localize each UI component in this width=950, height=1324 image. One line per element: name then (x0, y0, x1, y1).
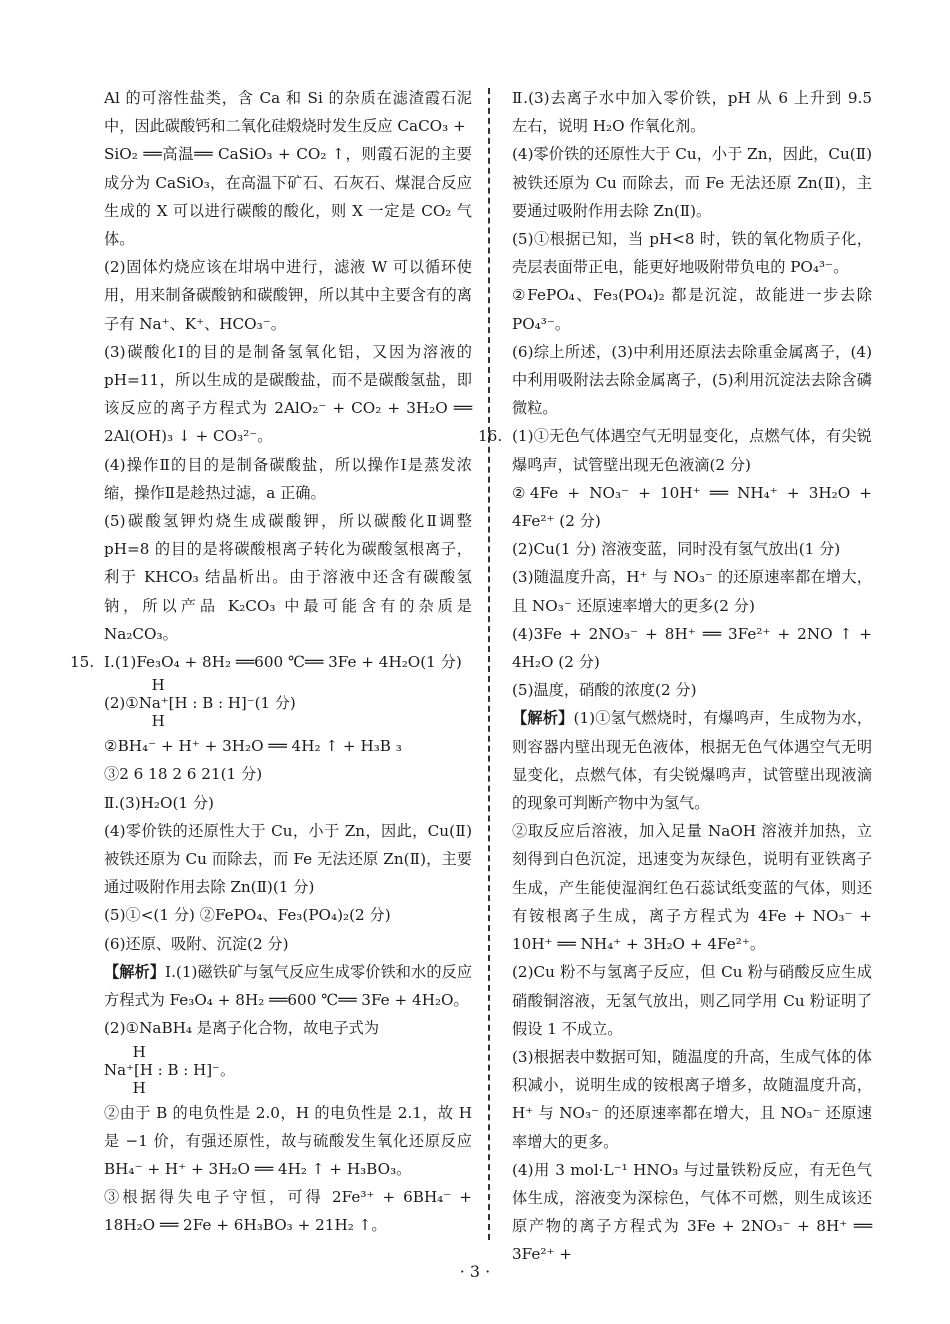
paragraph: SiO₂ ══高温══ CaSiO₃ + CO₂ ↑，则霞石泥的主要成分为 CaSiO₃，在高温下矿石、石灰石、煤混合反应生成的 X 可以进行碳酸的酸化，则 X 一定是 CO₂ 气体。 (104, 145, 472, 249)
paragraph: (5)①根据已知，当 pH<8 时，铁的氧化物质子化，壳层表面带正电，能更好地吸附带负电的 PO₄³⁻。 (512, 230, 872, 277)
question-number: 16. (478, 427, 503, 446)
paragraph: (4)零价铁的还原性大于 Cu，小于 Zn，因此，Cu(Ⅱ)被铁还原为 Cu 而除去，而 Fe 无法还原 Zn(Ⅱ)，主要通过吸附作用去除 Zn(Ⅱ)。 (512, 145, 872, 220)
analysis-paragraph (512, 704, 872, 817)
formula-top: H (104, 676, 165, 695)
paragraph: (6)综上所述，(3)中利用还原法去除重金属离子，(4)中利用吸附法去除金属离子，(5)利用沉淀法去除含磷微粒。 (512, 342, 872, 418)
answer-line: (5)①<(1 分) ②FePO₄、Fe₃(PO₄)₂(2 分) (104, 906, 391, 925)
formula-bottom: H (104, 1078, 146, 1097)
analysis-text: (1)①氢气燃烧时，有爆鸣声，生成物为水，则容器内壁出现无色液体，根据无色气体遇空气无明显变化，点燃气体，有尖锐爆鸣声，试管壁出现液滴的现象可判断产物中为氢气。 (512, 709, 873, 813)
left-column (70, 84, 473, 1240)
question-number: 15. (70, 653, 95, 672)
analysis-paragraph: ③根据得失电子守恒，可得 2Fe³⁺ + 6BH₄⁻ + 18H₂O ══ 2Fe + 6H₃BO₃ + 21H₂ ↑。 (104, 1188, 472, 1235)
electron-formula (104, 1042, 472, 1097)
answer-line: (4)3Fe + 2NO₃⁻ + 8H⁺ ══ 3Fe²⁺ + 2NO ↑ + 4H₂O (2 分) (512, 624, 872, 672)
answer-line: Ⅰ.(1)Fe₃O₄ + 8H₂ ══600 ℃══ 3Fe + 4H₂O(1 分) (104, 653, 462, 672)
answer-line: (2)Cu(1 分) 溶液变蓝，同时没有氢气放出(1 分) (512, 540, 841, 559)
paragraph: (3)碳酸化Ⅰ的目的是制备氢氧化铝，又因为溶液的 pH=11，所以生成的是碳酸盐，而不是碳酸氢盐，即该反应的离子方程式为 2AlO₂⁻ + CO₂ + 3H₂O ══ 2Al(OH)₃ ↓ + CO₃²⁻。 (104, 342, 472, 446)
paragraph: Ⅱ.(3)去离子水中加入零价铁，pH 从 6 上升到 9.5 左右，说明 H₂O 作氧化剂。 (512, 89, 872, 136)
analysis-paragraph: ②由于 B 的电负性是 2.0，H 的电负性是 2.1，故 H 是 −1 价，有强还原性，故与硫酸发生氧化还原反应 BH₄⁻ + H⁺ + 3H₂O ══ 4H₂ ↑ + H₃BO₃。 (104, 1103, 472, 1178)
page-number: · 3 · (459, 1262, 491, 1281)
right-column (478, 84, 873, 1269)
formula-middle: Na⁺[H : B : H]⁻。 (104, 1060, 235, 1079)
answer-line: ②BH₄⁻ + H⁺ + 3H₂O ══ 4H₂ ↑ + H₃B ₃ (104, 737, 402, 756)
formula-middle: (2)①Na⁺[H : B : H]⁻(1 分) (104, 694, 296, 713)
paragraph: ②FePO₄、Fe₃(PO₄)₂ 都是沉淀，故能进一步去除 PO₄³⁻。 (512, 286, 872, 333)
answer-line: (3)随温度升高，H⁺ 与 NO₃⁻ 的还原速率都在增大，且 NO₃⁻ 还原速率增大的更多(2 分) (512, 568, 872, 615)
formula-top: H (104, 1042, 146, 1061)
question-15 (70, 648, 472, 676)
electron-formula (104, 676, 472, 731)
analysis-paragraph: ②取反应后溶液，加入足量 NaOH 溶液并加热，立刻得到白色沉淀，迅速变为灰绿色，说明有亚铁离子生成，产生能使湿润红色石蕊试纸变蓝的气体，则还有铵根离子生成，离子方程式为 4Fe + NO₃⁻ + 10H⁺ ══ NH₄⁺ + 3H₂O + 4Fe²⁺。 (512, 822, 872, 954)
answer-line: (1)①无色气体遇空气无明显变化，点燃气体，有尖锐爆鸣声，试管壁出现无色液滴(2 分) (512, 427, 872, 474)
answer-line: (5)温度，硝酸的浓度(2 分) (512, 681, 697, 700)
analysis-paragraph: (4)用 3 mol·L⁻¹ HNO₃ 与过量铁粉反应，有无色气体生成，溶液变为深棕色，气体不可燃，则生成该还原产物的离子方程式为 3Fe + 2NO₃⁻ + 8H⁺ ══ 3Fe²⁺ + (512, 1160, 872, 1264)
answer-line: Ⅱ.(3)H₂O(1 分) (104, 793, 214, 812)
column-divider (488, 88, 490, 1240)
analysis-text: Ⅰ.(1)磁铁矿与氢气反应生成零价铁和水的反应方程式为 Fe₃O₄ + 8H₂ ══600 ℃══ 3Fe + 4H₂O。 (104, 962, 473, 1010)
answer-line: ②4Fe + NO₃⁻ + 10H⁺ ══ NH₄⁺ + 3H₂O + 4Fe²⁺ (2 分) (512, 483, 872, 531)
answer-line: ③2 6 18 2 6 21(1 分) (104, 765, 263, 784)
paragraph: (5)碳酸氢钾灼烧生成碳酸钾，所以碳酸化Ⅱ调整 pH=8 的目的是将碳酸根离子转化为碳酸氢根离子，利于 KHCO₃ 结晶析出。由于溶液中还含有碳酸氢钠，所以产品 K₂CO₃ 中最可能含有的杂质是 Na₂CO₃。 (104, 512, 472, 643)
question-16 (478, 422, 872, 478)
analysis-label: 【解析】 (104, 962, 166, 981)
analysis-paragraph: (3)根据表中数据可知，随温度的升高，生成气体的体积减小，说明生成的铵根离子增多，故随温度升高，H⁺ 与 NO₃⁻ 的还原速率都在增大，且 NO₃⁻ 还原速率增大的更多。 (512, 1047, 872, 1151)
analysis-paragraph (104, 958, 472, 1014)
analysis-paragraph: (2)Cu 粉不与氢离子反应，但 Cu 粉与硝酸反应生成硝酸铜溶液，无氢气放出，则乙同学用 Cu 粉证明了假设 1 不成立。 (512, 963, 872, 1038)
formula-bottom: H (104, 712, 165, 731)
paragraph: (2)固体灼烧应该在坩埚中进行，滤液 W 可以循环使用，用来制备碳酸钠和碳酸钾，所以其中主要含有的离子有 Na⁺、K⁺、HCO₃⁻。 (104, 258, 472, 333)
paragraph: (4)操作Ⅱ的目的是制备碳酸盐，所以操作Ⅰ是蒸发浓缩，操作Ⅱ是趁热过滤，a 正确。 (104, 455, 472, 502)
analysis-paragraph: (2)①NaBH₄ 是离子化合物，故电子式为 (104, 1019, 380, 1038)
analysis-label: 【解析】 (512, 709, 574, 728)
answer-line: (6)还原、吸附、沉淀(2 分) (104, 934, 289, 953)
answer-line: (4)零价铁的还原性大于 Cu，小于 Zn，因此，Cu(Ⅱ)被铁还原为 Cu 而除去，而 Fe 无法还原 Zn(Ⅱ)，主要通过吸附作用去除 Zn(Ⅱ)(1 分) (104, 821, 472, 897)
paragraph: Al 的可溶性盐类，含 Ca 和 Si 的杂质在滤渣霞石泥中，因此碳酸钙和二氧化硅煅烧时发生反应 CaCO₃ + (104, 89, 472, 136)
